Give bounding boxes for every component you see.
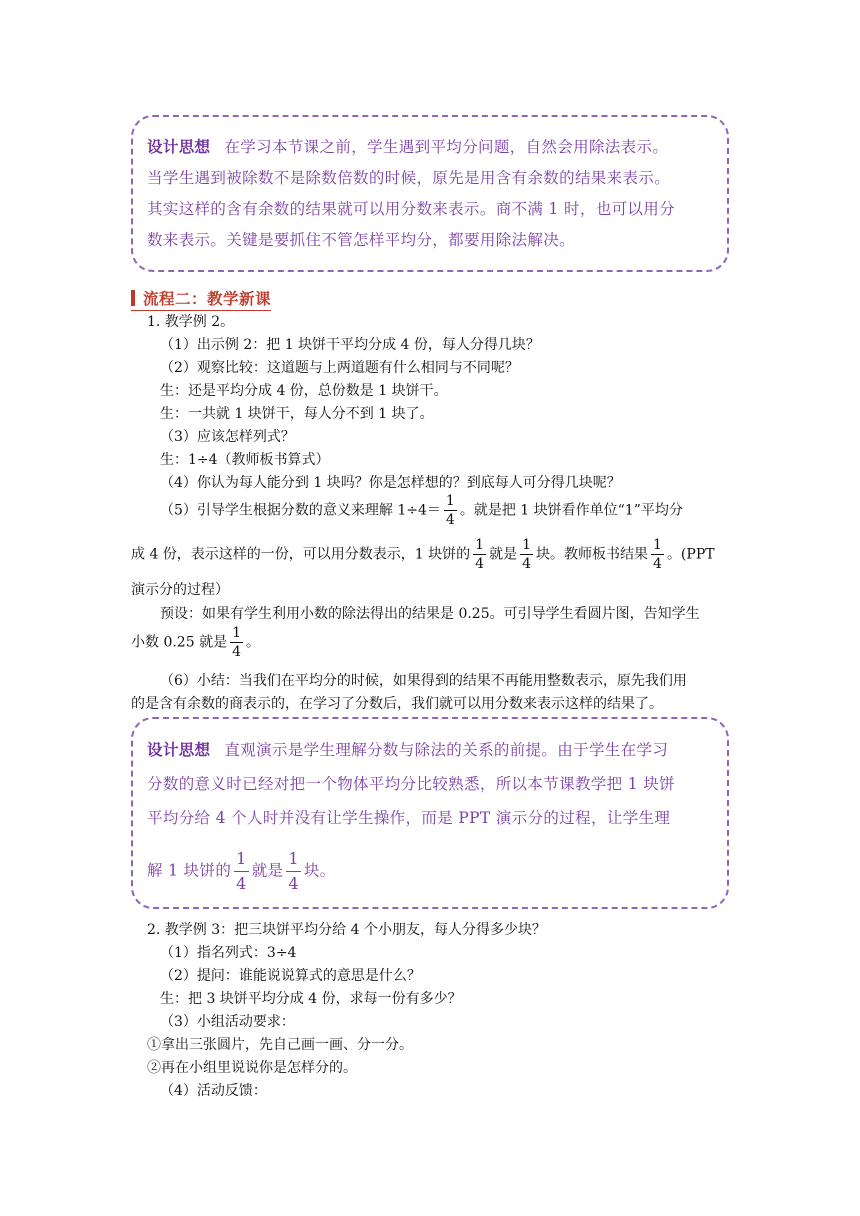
paragraph-line: 1. 教学例 2。 (147, 314, 235, 330)
paragraph-line: （6）小结：当我们在平均分的时候，如果得到的结果不再能用整数表示，原先我们用 (160, 673, 687, 689)
paragraph-line-with-fraction: 小数 0.25 就是 $\frac{1}{4}$ 。 (131, 625, 260, 660)
paragraph-line: 的是含有余数的商表示的，在学习了分数后，我们就可以用分数来表示这样的结果了。 (131, 696, 663, 712)
paragraph-line: 演示分的过程） (131, 582, 229, 598)
design-thought-box-1 (131, 115, 729, 272)
paragraph-line: （1）出示例 2：把 1 块饼干平均分成 4 份，每人分得几块？ (160, 337, 540, 353)
fraction-one-quarter: $\frac{1}{4}$ (288, 849, 299, 893)
paragraph-line-with-fraction: 成 4 份，表示这样的一份，可以用分数表示，1 块饼的 $\frac{1}{4}$ 就是 $\frac{1}{4}$ 块。教师板书结果 $\frac{1}{4}$ 。(PPT (131, 537, 715, 572)
paragraph-line: （2）提问：谁能说说算式的意思是什么？ (160, 968, 421, 984)
fraction-one-quarter: $\frac{1}{4}$ (232, 625, 241, 660)
design-thought-line-4: 数来表示。关键是要抓住不管怎样平均分，都要用除法解决。 (147, 231, 575, 249)
fraction-one-quarter: $\frac{1}{4}$ (236, 849, 247, 893)
paragraph-line: （3）小组活动要求： (160, 1014, 295, 1030)
design-thought-line-1: 设计思想 直观演示是学生理解分数与除法的关系的前提。由于学生在学习 (147, 740, 669, 759)
paragraph-line: ②再在小组里说说你是怎样分的。 (147, 1060, 357, 1076)
paragraph-line: 生：1÷4（教师板书算式） (160, 452, 330, 468)
paragraph-line: （1）指名列式：3÷4 (160, 945, 297, 961)
paragraph-line: 生：一共就 1 块饼干，每人分不到 1 块了。 (160, 406, 434, 422)
design-thought-title: 设计思想 (147, 137, 211, 156)
design-thought-line-2: 分数的意义时已经对把一个物体平均分比较熟悉，所以本节课教学把 1 块饼 (147, 775, 675, 793)
design-thought-line-2: 当学生遇到被除数不是除数倍数的时候，原先是用含有余数的结果来表示。 (147, 169, 671, 187)
paragraph-line: （4）活动反馈： (160, 1083, 267, 1099)
fraction-one-quarter: $\frac{1}{4}$ (445, 493, 455, 528)
design-thought-line-1: 设计思想 在学习本节课之前，学生遇到平均分问题，自然会用除法表示。 (147, 137, 669, 156)
paragraph-line: ①拿出三张圆片，先自己画一画、分一分。 (147, 1037, 413, 1053)
section-marker (131, 290, 135, 306)
section-heading: 流程二：教学新课 (131, 287, 271, 311)
paragraph-line: （2）观察比较：这道题与上两道题有什么相同与不同呢？ (160, 360, 519, 376)
design-thought-line-3: 平均分给 4 个人时并没有让学生操作，而是 PPT 演示分的过程，让学生理 (147, 809, 671, 827)
paragraph-line: （4）你认为每人能分到 1 块吗？你是怎样想的？到底每人可分得几块呢？ (160, 475, 621, 491)
fraction-one-quarter: $\frac{1}{4}$ (475, 537, 485, 572)
paragraph-line: 2. 教学例 3：把三块饼平均分给 4 个小朋友，每人分得多少块？ (147, 922, 546, 938)
design-thought-box-2 (131, 717, 729, 909)
paragraph-line: 生：把 3 块饼平均分成 4 份，求每一份有多少？ (160, 991, 462, 1007)
design-thought-line-3: 其实这样的含有余数的结果就可以用分数来表示。商不满 1 时，也可以用分 (147, 200, 675, 218)
paragraph-line: （3）应该怎样列式？ (160, 429, 295, 445)
paragraph-line: 预设：如果有学生利用小数的除法得出的结果是 0.25。可引导学生看圆片图，告知学生 (160, 606, 700, 622)
fraction-one-quarter: $\frac{1}{4}$ (522, 537, 532, 572)
design-thought-line-4: 解 1 块饼的 $\frac{1}{4}$ 就是 $\frac{1}{4}$ 块。 (147, 847, 727, 896)
paragraph-line-with-fraction: （5）引导学生根据分数的意义来理解 1÷4＝ $\frac{1}{4}$ 。就是把 1 块饼看作单位“1”平均分 (160, 493, 683, 528)
design-thought-title: 设计思想 (147, 740, 211, 759)
fraction-one-quarter: $\frac{1}{4}$ (653, 537, 662, 572)
paragraph-line: 生：还是平均分成 4 份，总份数是 1 块饼干。 (160, 383, 448, 399)
